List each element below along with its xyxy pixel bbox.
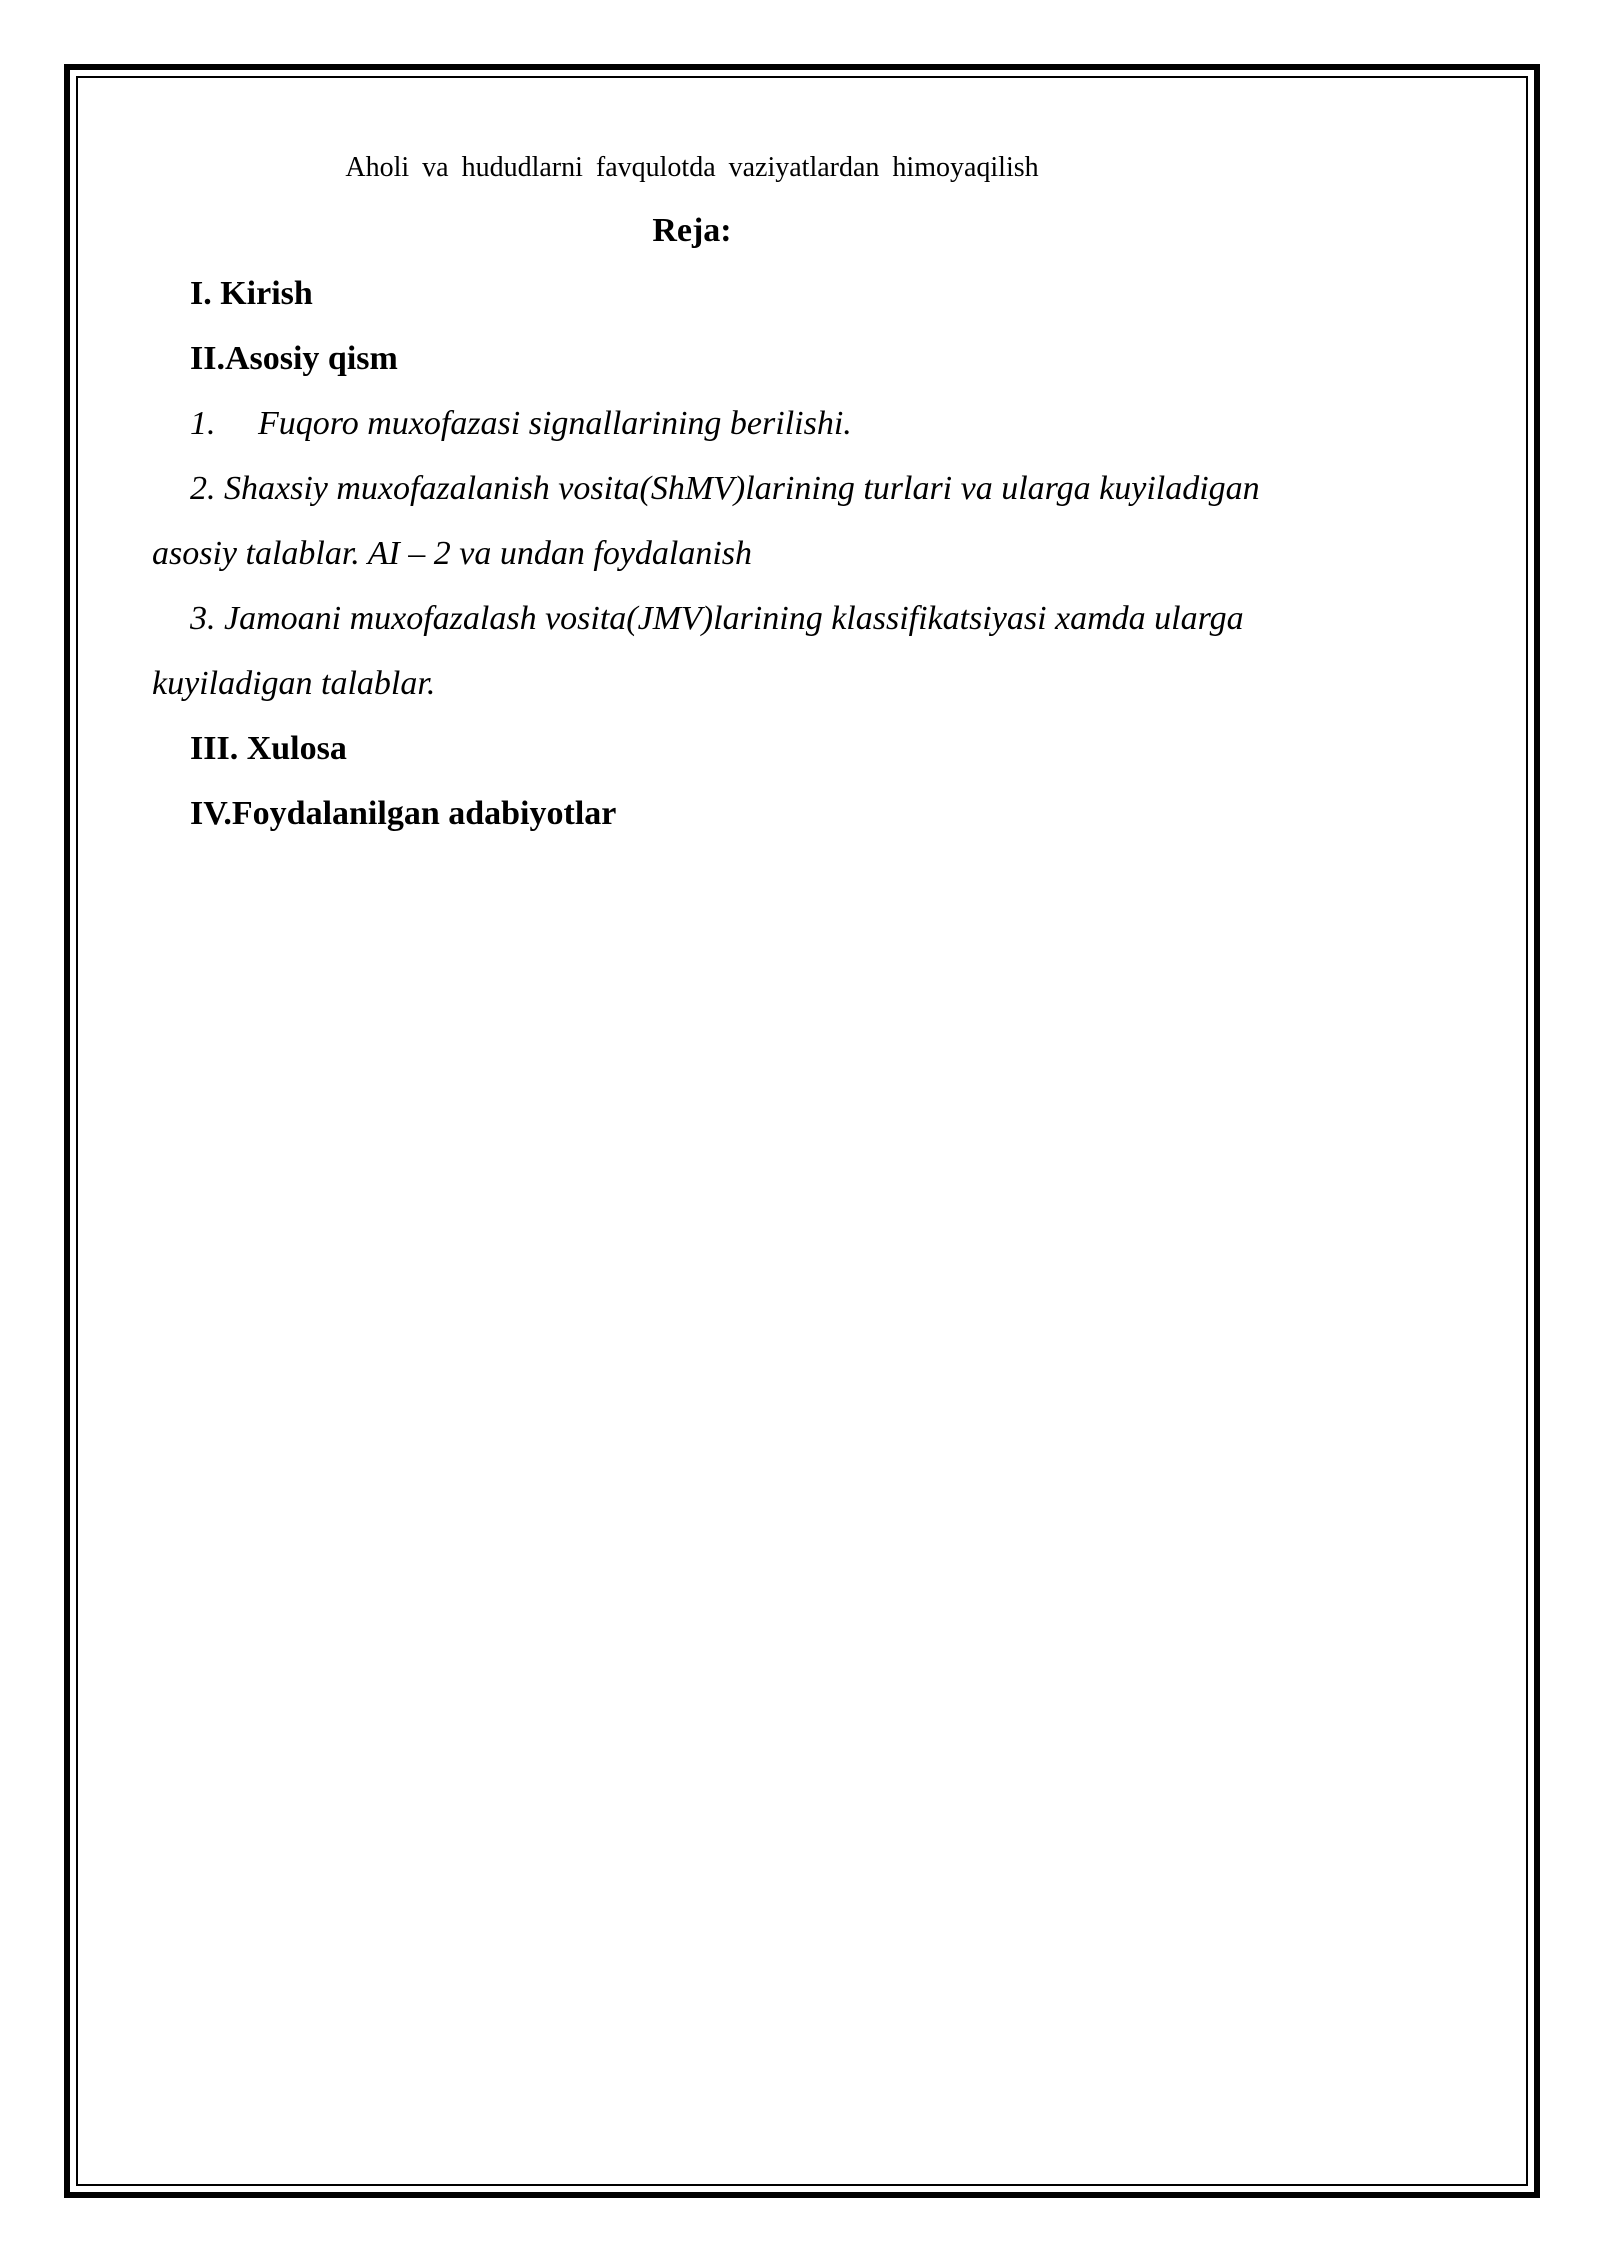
- subitem-3-line-1: 3. Jamoani muxofazalash vosita(JMV)larining klassifikatsiyasi xamda ularga: [190, 600, 1244, 637]
- section-introduction: I. Kirish: [190, 275, 313, 312]
- section-conclusion: III. Xulosa: [190, 730, 347, 767]
- section-references: IV.Foydalanilgan adabiyotlar: [190, 795, 617, 832]
- subitem-2-line-1: 2. Shaxsiy muxofazalanish vosita(ShMV)larining turlari va ularga kuyiladigan: [190, 470, 1260, 507]
- subitem-1-text: Fuqoro muxofazasi signallarining berilishi.: [258, 405, 852, 442]
- section-main-part: II.Asosiy qism: [190, 340, 398, 377]
- plan-title: Reja:: [652, 212, 732, 249]
- subitem-3-line-2: kuyiladigan talablar.: [152, 665, 436, 702]
- subitem-1-number: 1.: [190, 405, 216, 442]
- subitem-2-line-2: asosiy talablar. AI – 2 va undan foydalanish: [152, 535, 753, 572]
- page-border-inner: [76, 76, 1528, 2186]
- document-header: Aholi va hududlarni favqulotda vaziyatlardan himoyaqilish: [345, 152, 1039, 183]
